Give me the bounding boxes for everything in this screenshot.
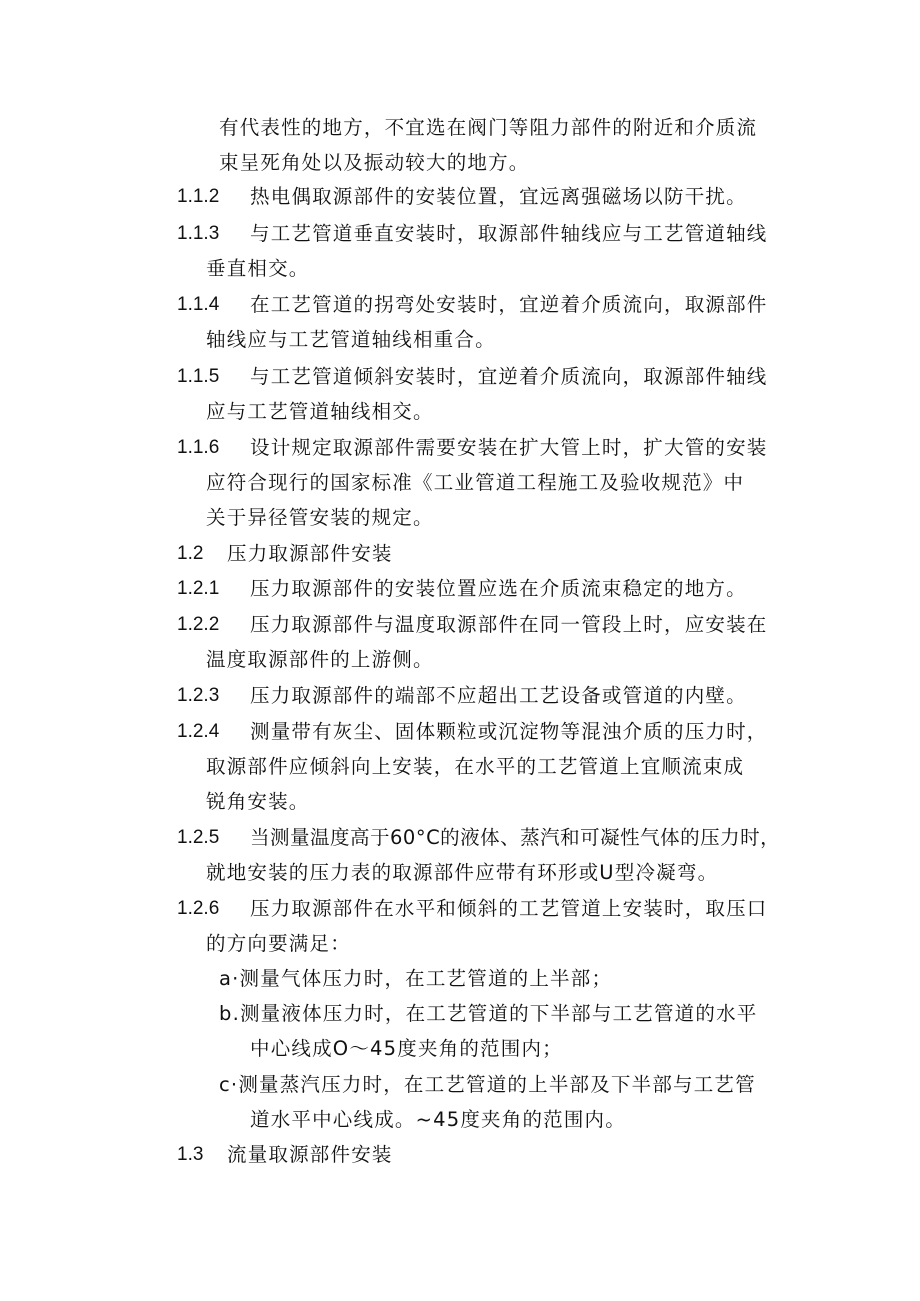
item-text-continued: 关于异径管安装的规定。: [206, 506, 434, 529]
item-number: 1.2.5: [177, 827, 220, 848]
item-text-continued: 锐角安装。: [206, 790, 310, 813]
sub-item-b-continued: 中心线成O〜45度夹角的范围内；: [250, 1037, 563, 1060]
item-text: 与工艺管道垂直安装时，取源部件轴线应与工艺管道轴线: [250, 222, 768, 245]
item-text: 当测量温度高于60°C的液体、蒸汽和可凝性气体的压力时，: [250, 826, 781, 849]
item-text: 热电偶取源部件的安装位置，宜远离强磁场以防干扰。: [250, 185, 747, 208]
item-text-continued: 就地安装的压力表的取源部件应带有环形或U型冷凝弯。: [206, 861, 719, 884]
item-number: 1.2.2: [177, 614, 220, 635]
item-number: 1.1.2: [177, 186, 220, 207]
item-number: 1.1.3: [177, 223, 220, 244]
item-text-continued: 应符合现行的国家标准《工业管道工程施工及验收规范》中: [206, 471, 745, 494]
item-text: 压力取源部件与温度取源部件在同一管段上时，应安装在: [250, 613, 768, 636]
section-heading: 压力取源部件安装: [227, 542, 393, 565]
item-text-continued: 轴线应与工艺管道轴线相重合。: [206, 328, 496, 351]
item-text: 压力取源部件的安装位置应选在介质流束稳定的地方。: [250, 577, 747, 600]
item-text: 压力取源部件的端部不应超出工艺设备或管道的内壁。: [250, 684, 747, 707]
intro-line-1: 有代表性的地方，不宜选在阀门等阻力部件的附近和介质流: [219, 116, 758, 139]
section-heading: 流量取源部件安装: [227, 1143, 393, 1166]
item-text-continued: 取源部件应倾斜向上安装，在水平的工艺管道上宜顺流束成: [206, 755, 745, 778]
item-text: 测量带有灰尘、固体颗粒或沉淀物等混浊介质的压力时，: [250, 720, 768, 743]
sub-item-a: a·测量气体压力时，在工艺管道的上半部；: [219, 967, 613, 990]
item-number: 1.2.6: [177, 898, 220, 919]
sub-item-b: b.测量液体压力时，在工艺管道的下半部与工艺管道的水平: [219, 1002, 758, 1025]
item-number: 1.2.1: [177, 578, 220, 599]
section-number: 1.2: [177, 543, 204, 564]
sub-item-c: c·测量蒸汽压力时，在工艺管道的上半部及下半部与工艺管: [219, 1073, 756, 1096]
item-text-continued: 的方向要满足：: [206, 932, 351, 955]
sub-item-c-continued: 道水平中心线成。~45度夹角的范围内。: [250, 1108, 626, 1131]
item-number: 1.1.4: [177, 294, 220, 315]
item-text: 与工艺管道倾斜安装时，宜逆着介质流向，取源部件轴线: [250, 365, 768, 388]
item-text-continued: 应与工艺管道轴线相交。: [206, 400, 434, 423]
item-number: 1.2.3: [177, 685, 220, 706]
item-text: 在工艺管道的拐弯处安装时，宜逆着介质流向，取源部件: [250, 293, 768, 316]
item-text-continued: 温度取源部件的上游侧。: [206, 648, 434, 671]
intro-line-2: 束呈死角处以及振动较大的地方。: [219, 151, 530, 174]
item-number: 1.1.6: [177, 437, 220, 458]
item-text-continued: 垂直相交。: [206, 257, 310, 280]
item-text: 设计规定取源部件需要安装在扩大管上时，扩大管的安装: [250, 436, 768, 459]
section-number: 1.3: [177, 1144, 204, 1165]
item-text: 压力取源部件在水平和倾斜的工艺管道上安装时，取压口: [250, 897, 768, 920]
item-number: 1.1.5: [177, 366, 220, 387]
item-number: 1.2.4: [177, 721, 220, 742]
